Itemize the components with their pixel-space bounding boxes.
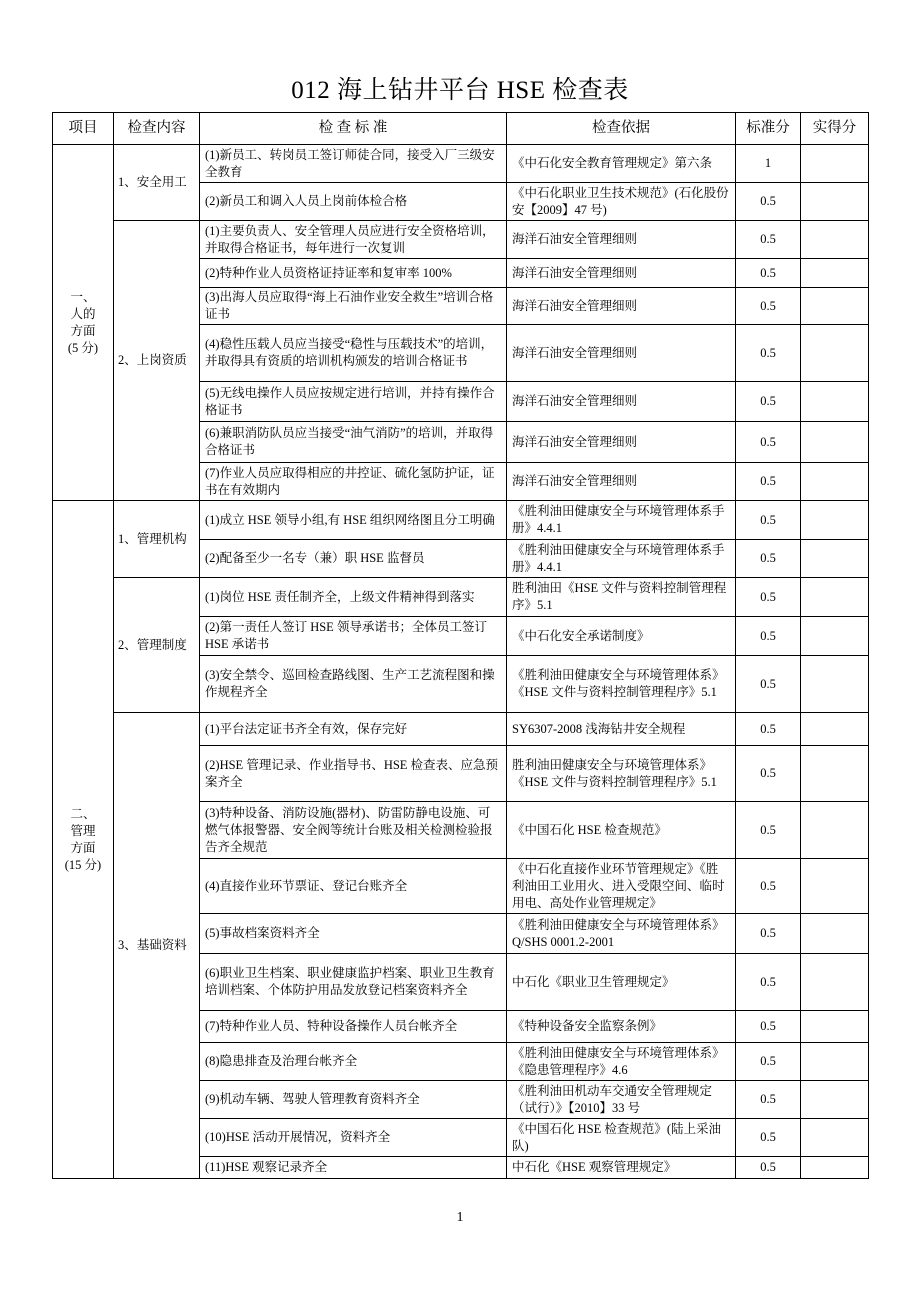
group-label: 2、管理制度 — [114, 578, 200, 713]
check-basis: 海洋石油安全管理细则 — [507, 259, 736, 288]
check-basis: 《胜利油田健康安全与环境管理体系手册》4.4.1 — [507, 501, 736, 540]
check-basis: 海洋石油安全管理细则 — [507, 422, 736, 463]
actual-score-cell[interactable] — [801, 1157, 869, 1179]
check-basis: 《中石化直接作业环节管理规定》《胜利油田工业用火、进入受限空间、临时用电、高处作业管理规定》 — [507, 859, 736, 914]
check-standard: (2)特种作业人员资格证持证率和复审率 100% — [200, 259, 507, 288]
standard-score: 0.5 — [736, 1119, 801, 1157]
check-standard: (1)主要负责人、安全管理人员应进行安全资格培训，并取得合格证书，每年进行一次复训 — [200, 221, 507, 259]
check-standard: (5)事故档案资料齐全 — [200, 914, 507, 954]
check-basis: 《胜利油田机动车交通安全管理规定（试行）》【2010】33 号 — [507, 1081, 736, 1119]
check-basis: 《中石化安全教育管理规定》第六条 — [507, 145, 736, 183]
standard-score: 0.5 — [736, 325, 801, 382]
check-basis: 《中石化职业卫生技术规范》(石化股份安【2009】47 号) — [507, 183, 736, 221]
check-standard: (7)特种作业人员、特种设备操作人员台帐齐全 — [200, 1011, 507, 1043]
standard-score: 0.5 — [736, 578, 801, 617]
actual-score-cell[interactable] — [801, 145, 869, 183]
page-number: 1 — [456, 1210, 464, 1225]
actual-score-cell[interactable] — [801, 713, 869, 746]
check-standard: (2)配备至少一名专（兼）职 HSE 监督员 — [200, 540, 507, 578]
standard-score: 0.5 — [736, 1157, 801, 1179]
header-basis: 检查依据 — [507, 113, 736, 145]
table-row — [53, 501, 869, 540]
check-standard: (1)平台法定证书齐全有效，保存完好 — [200, 713, 507, 746]
check-basis: 《中国石化 HSE 检查规范》(陆上采油队) — [507, 1119, 736, 1157]
check-standard: (11)HSE 观察记录齐全 — [200, 1157, 507, 1179]
section-label: 二、 管理 方面 (15 分) — [53, 501, 114, 1179]
check-standard: (7)作业人员应取得相应的井控证、硫化氢防护证，证书在有效期内 — [200, 463, 507, 501]
check-standard: (3)出海人员应取得“海上石油作业安全救生”培训合格证书 — [200, 288, 507, 325]
standard-score: 0.5 — [736, 617, 801, 656]
header-standard: 检 查 标 准 — [200, 113, 507, 145]
actual-score-cell[interactable] — [801, 1011, 869, 1043]
actual-score-cell[interactable] — [801, 463, 869, 501]
standard-score: 0.5 — [736, 954, 801, 1011]
check-basis: 《胜利油田健康安全与环境管理体系》《隐患管理程序》4.6 — [507, 1043, 736, 1081]
check-standard: (5)无线电操作人员应按规定进行培训，并持有操作合格证书 — [200, 382, 507, 422]
group-label: 1、管理机构 — [114, 501, 200, 578]
check-standard: (6)职业卫生档案、职业健康监护档案、职业卫生教育培训档案、个体防护用品发放登记档案资料齐全 — [200, 954, 507, 1011]
check-standard: (10)HSE 活动开展情况，资料齐全 — [200, 1119, 507, 1157]
check-basis: 《胜利油田健康安全与环境管理体系手册》4.4.1 — [507, 540, 736, 578]
table-header-row — [53, 113, 869, 145]
group-label: 1、安全用工 — [114, 145, 200, 221]
check-basis: 《胜利油田健康安全与环境管理体系》《HSE 文件与资料控制管理程序》5.1 — [507, 656, 736, 713]
check-standard: (6)兼职消防队员应当接受“油气消防”的培训，并取得合格证书 — [200, 422, 507, 463]
standard-score: 0.5 — [736, 183, 801, 221]
actual-score-cell[interactable] — [801, 540, 869, 578]
group-label: 3、基础资料 — [114, 713, 200, 1179]
check-basis: 胜利油田健康安全与环境管理体系》《HSE 文件与资料控制管理程序》5.1 — [507, 746, 736, 802]
standard-score: 0.5 — [736, 1043, 801, 1081]
actual-score-cell[interactable] — [801, 954, 869, 1011]
actual-score-cell[interactable] — [801, 422, 869, 463]
table-row — [53, 145, 869, 183]
standard-score: 0.5 — [736, 540, 801, 578]
hse-checklist-table — [52, 112, 869, 1179]
check-basis: 《中国石化 HSE 检查规范》 — [507, 802, 736, 859]
standard-score: 0.5 — [736, 288, 801, 325]
table-row — [53, 221, 869, 259]
check-basis: 《特种设备安全监察条例》 — [507, 1011, 736, 1043]
standard-score: 0.5 — [736, 914, 801, 954]
check-basis: 中石化《职业卫生管理规定》 — [507, 954, 736, 1011]
check-standard: (4)稳性压载人员应当接受“稳性与压载技术”的培训，并取得具有资质的培训机构颁发的培训合格证书 — [200, 325, 507, 382]
standard-score: 0.5 — [736, 221, 801, 259]
standard-score: 0.5 — [736, 422, 801, 463]
standard-score: 0.5 — [736, 859, 801, 914]
standard-score: 0.5 — [736, 1081, 801, 1119]
check-basis: 海洋石油安全管理细则 — [507, 325, 736, 382]
standard-score: 0.5 — [736, 802, 801, 859]
standard-score: 0.5 — [736, 746, 801, 802]
check-standard: (1)岗位 HSE 责任制齐全，上级文件精神得到落实 — [200, 578, 507, 617]
actual-score-cell[interactable] — [801, 1119, 869, 1157]
standard-score: 1 — [736, 145, 801, 183]
check-standard: (1)成立 HSE 领导小组,有 HSE 组织网络图且分工明确 — [200, 501, 507, 540]
table-row — [53, 578, 869, 617]
check-basis: SY6307-2008 浅海钻井安全规程 — [507, 713, 736, 746]
document-title: 012 海上钻井平台 HSE 检查表 — [291, 77, 629, 104]
actual-score-cell[interactable] — [801, 859, 869, 914]
check-standard: (2)HSE 管理记录、作业指导书、HSE 检查表、应急预案齐全 — [200, 746, 507, 802]
actual-score-cell[interactable] — [801, 221, 869, 259]
check-basis: 海洋石油安全管理细则 — [507, 463, 736, 501]
standard-score: 0.5 — [736, 1011, 801, 1043]
check-standard: (1)新员工、转岗员工签订师徒合同，接受入厂三级安全教育 — [200, 145, 507, 183]
actual-score-cell[interactable] — [801, 288, 869, 325]
standard-score: 0.5 — [736, 463, 801, 501]
check-standard: (4)直接作业环节票证、登记台账齐全 — [200, 859, 507, 914]
actual-score-cell[interactable] — [801, 1081, 869, 1119]
standard-score: 0.5 — [736, 656, 801, 713]
check-standard: (3)安全禁令、巡回检查路线图、生产工艺流程图和操作规程齐全 — [200, 656, 507, 713]
actual-score-cell[interactable] — [801, 325, 869, 382]
check-basis: 海洋石油安全管理细则 — [507, 221, 736, 259]
section-label: 一、 人的 方面 (5 分) — [53, 145, 114, 501]
check-basis: 《中石化安全承诺制度》 — [507, 617, 736, 656]
actual-score-cell[interactable] — [801, 914, 869, 954]
check-basis: 海洋石油安全管理细则 — [507, 382, 736, 422]
header-standard-score: 标准分 — [736, 113, 801, 145]
standard-score: 0.5 — [736, 259, 801, 288]
actual-score-cell[interactable] — [801, 656, 869, 713]
actual-score-cell[interactable] — [801, 617, 869, 656]
check-basis: 《胜利油田健康安全与环境管理体系》Q/SHS 0001.2-2001 — [507, 914, 736, 954]
header-content: 检查内容 — [114, 113, 200, 145]
check-standard: (2)新员工和调入人员上岗前体检合格 — [200, 183, 507, 221]
actual-score-cell[interactable] — [801, 802, 869, 859]
actual-score-cell[interactable] — [801, 183, 869, 221]
standard-score: 0.5 — [736, 713, 801, 746]
actual-score-cell[interactable] — [801, 578, 869, 617]
table-row — [53, 713, 869, 746]
check-basis: 中石化《HSE 观察管理规定》 — [507, 1157, 736, 1179]
actual-score-cell[interactable] — [801, 1043, 869, 1081]
check-standard: (2)第一责任人签订 HSE 领导承诺书；全体员工签订 HSE 承诺书 — [200, 617, 507, 656]
header-item: 项目 — [53, 113, 114, 145]
check-basis: 胜利油田《HSE 文件与资料控制管理程序》5.1 — [507, 578, 736, 617]
actual-score-cell[interactable] — [801, 746, 869, 802]
check-standard: (8)隐患排查及治理台帐齐全 — [200, 1043, 507, 1081]
check-standard: (3)特种设备、消防设施(器材)、防雷防静电设施、可燃气体报警器、安全阀等统计台账及相关检测检验报告齐全规范 — [200, 802, 507, 859]
check-basis: 海洋石油安全管理细则 — [507, 288, 736, 325]
standard-score: 0.5 — [736, 382, 801, 422]
actual-score-cell[interactable] — [801, 501, 869, 540]
group-label: 2、上岗资质 — [114, 221, 200, 501]
actual-score-cell[interactable] — [801, 382, 869, 422]
check-standard: (9)机动车辆、驾驶人管理教育资料齐全 — [200, 1081, 507, 1119]
standard-score: 0.5 — [736, 501, 801, 540]
actual-score-cell[interactable] — [801, 259, 869, 288]
header-actual-score: 实得分 — [801, 113, 869, 145]
